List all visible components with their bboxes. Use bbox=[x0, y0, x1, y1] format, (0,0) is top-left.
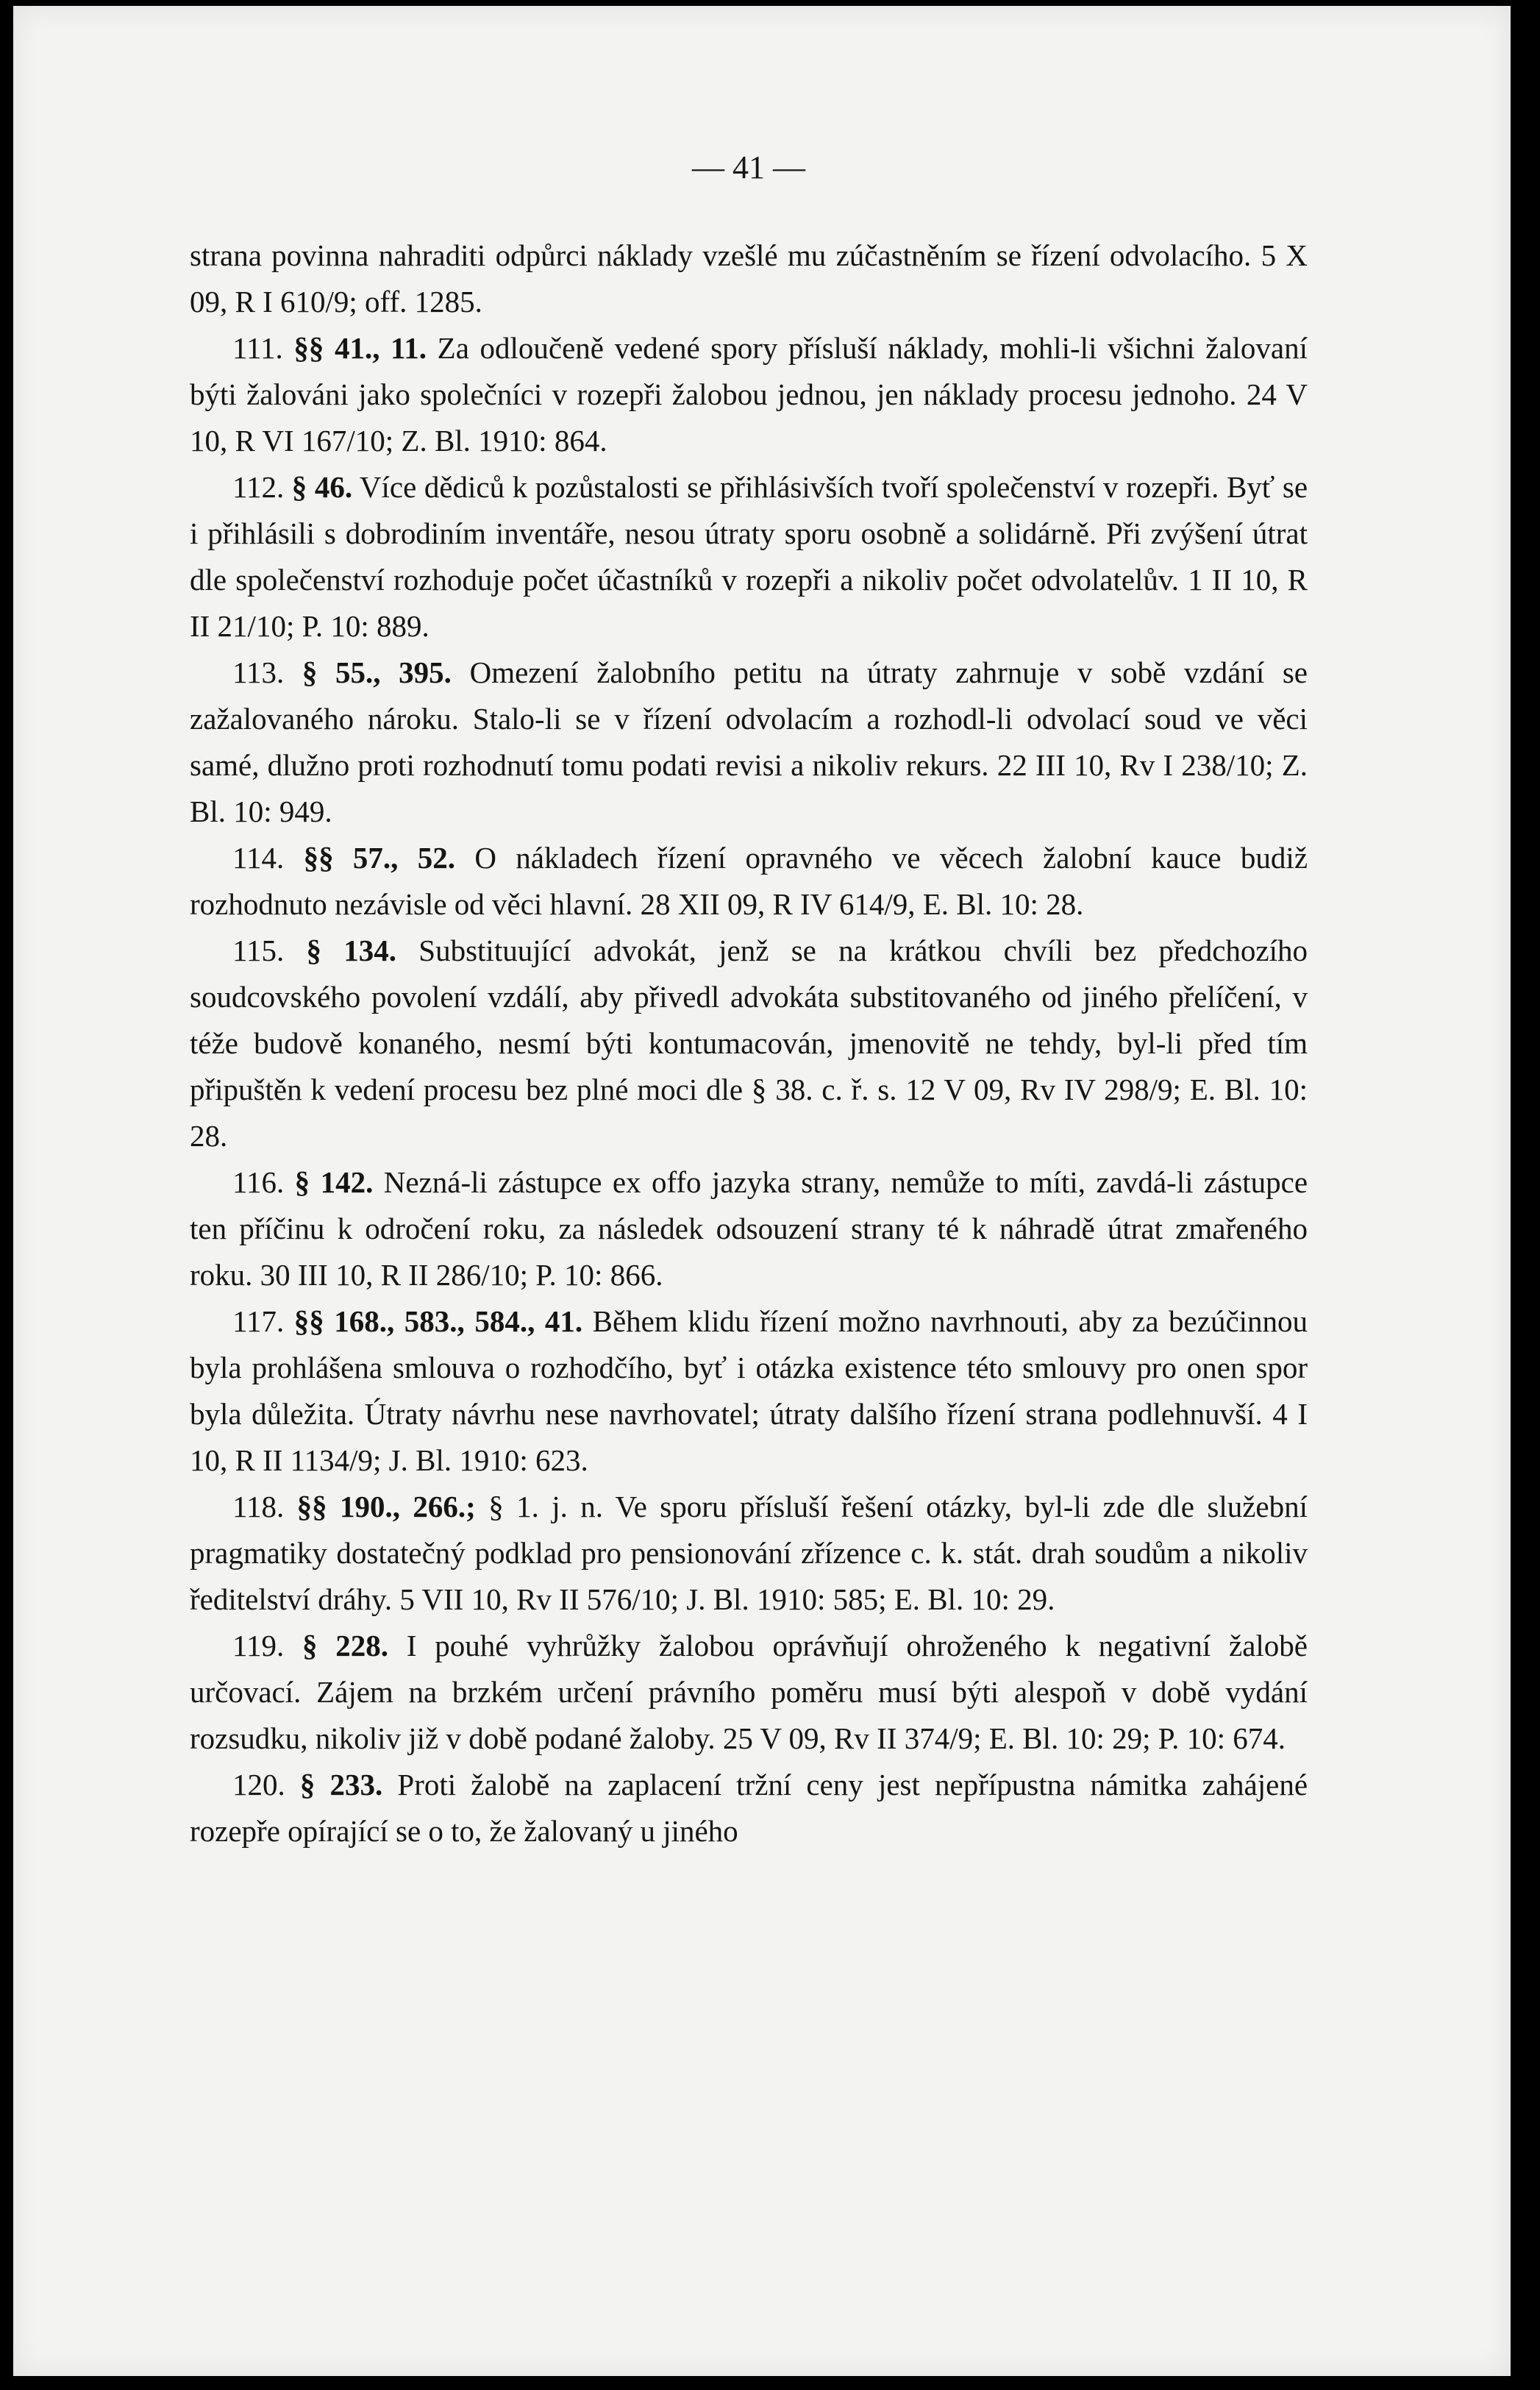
page-content bbox=[190, 146, 1308, 1854]
entry-number: 118. bbox=[232, 1490, 285, 1523]
page-number: — 41 — bbox=[692, 149, 805, 185]
entry-118 bbox=[190, 1484, 1308, 1623]
entry-reference: § 228. bbox=[302, 1629, 389, 1662]
entry-116 bbox=[190, 1159, 1308, 1298]
entry-113 bbox=[190, 650, 1308, 835]
entry-reference: § 142. bbox=[294, 1165, 374, 1199]
entry-text: I pouhé vyhrůžky žalobou oprávňují ohroženého k negativní žalobě určovací. Zájem na brzkém určení právního poměru musí býti alespoň v době vydání rozsudku, nikoliv již v době podané žaloby. 25 V 09, Rv II 374/9; E. Bl. 10: 29; P. 10: 674. bbox=[190, 1629, 1308, 1755]
entry-reference: § 46. bbox=[291, 470, 353, 504]
entry-text: Proti žalobě na zaplacení tržní ceny jest nepřípustna námitka zahájené rozepře opírající se o to, že žalovaný u jiného bbox=[190, 1768, 1308, 1848]
entry-number: 111. bbox=[232, 331, 283, 365]
entry-text: Během klidu řízení možno navrhnouti, aby za bezúčinnou byla prohlášena smlouva o rozhodčího, byť i otázka existence této smlouvy pro onen spor byla důležita. Útraty návrhu nese navrhovatel; útraty dalšího řízení strana podlehnuvší. 4 I 10, R II 1134/9; J. Bl. 1910: 623. bbox=[190, 1304, 1308, 1477]
entry-reference: § 233. bbox=[299, 1768, 383, 1802]
entry-112 bbox=[190, 464, 1308, 650]
entry-number: 117. bbox=[232, 1304, 285, 1338]
entry-text: Omezení žalobního petitu na útraty zahrnuje v sobě vzdání se zažalovaného nároku. Stalo-li se v řízení odvolacím a rozhodl-li odvolací soud ve věci samé, dlužno proti rozhodnutí tomu podati revisi a nikoliv rekurs. 22 III 10, Rv I 238/10; Z. Bl. 10: 949. bbox=[190, 655, 1308, 828]
entry-111 bbox=[190, 325, 1308, 464]
entry-117 bbox=[190, 1298, 1308, 1484]
entry-text: Nezná-li zástupce ex offo jazyka strany, nemůže to míti, zavdá-li zástupce ten příčinu k odročení roku, za následek odsouzení strany té k náhradě útrat zmařeného roku. 30 III 10, R II 286/10; P. 10: 866. bbox=[190, 1165, 1308, 1292]
entry-number: 115. bbox=[232, 933, 285, 967]
entry-reference: §§ 168., 583., 584., 41. bbox=[293, 1304, 583, 1338]
entry-number: 116. bbox=[232, 1165, 285, 1199]
entry-120 bbox=[190, 1762, 1308, 1854]
entry-reference: § 134. bbox=[306, 933, 397, 967]
entry-reference: § 55., 395. bbox=[302, 655, 452, 689]
entry-number: 112. bbox=[232, 470, 285, 504]
entry-number: 114. bbox=[232, 841, 285, 875]
intro-paragraph bbox=[190, 232, 1308, 325]
entry-number: 113. bbox=[232, 655, 285, 689]
entry-reference: §§ 41., 11. bbox=[293, 331, 427, 365]
entry-114 bbox=[190, 835, 1308, 928]
entry-text: § 1. j. n. Ve sporu přísluší řešení otázky, byl-li zde dle služební pragmatiky dostatečný podklad pro pensionování zřízence c. k. stát. drah soudům a nikoliv ředitelství dráhy. 5 VII 10, Rv II 576/10; J. Bl. 1910: 585; E. Bl. 10: 29. bbox=[190, 1490, 1308, 1616]
entry-text: O nákladech řízení opravného ve věcech žalobní kauce budiž rozhodnuto nezávisle od věci hlavní. 28 XII 09, R IV 614/9, E. Bl. 10: 28. bbox=[190, 841, 1308, 921]
entry-reference: §§ 190., 266.; bbox=[296, 1490, 476, 1523]
entry-number: 120. bbox=[232, 1768, 285, 1802]
entry-115 bbox=[190, 928, 1308, 1159]
intro-text: strana povinna nahraditi odpůrci náklady vzešlé mu zúčastněním se řízení odvolacího. 5 X 09, R I 610/9; off. 1285. bbox=[190, 238, 1308, 319]
entry-text: Více dědiců k pozůstalosti se přihlásivších tvoří společenství v rozepři. Byť se i přihlásili s dobrodiním inventáře, nesou útraty sporu osobně a solidárně. Při zvýšení útrat dle společenství rozhoduje počet účastníků v rozepři a nikoliv počet odvolatelův. 1 II 10, R II 21/10; P. 10: 889. bbox=[190, 470, 1308, 643]
entry-number: 119. bbox=[232, 1629, 285, 1662]
entry-119 bbox=[190, 1623, 1308, 1762]
entry-reference: §§ 57., 52. bbox=[303, 841, 455, 875]
scanned-page bbox=[13, 6, 1511, 2376]
entry-text: Substituující advokát, jenž se na krátkou chvíli bez předchozího soudcovského povolení vzdálí, aby přivedl advokáta substitovaného od jiného přelíčení, v téže budově konaného, nesmí býti kontumacován, jmenovitě ne tehdy, byl-li před tím připuštěn k vedení procesu bez plné moci dle § 38. c. ř. s. 12 V 09, Rv IV 298/9; E. Bl. 10: 28. bbox=[190, 933, 1308, 1153]
entry-text: Za odloučeně vedené spory přísluší náklady, mohli-li všichni žalovaní býti žalováni jako společníci v rozepři žalobou jednou, jen náklady procesu jednoho. 24 V 10, R VI 167/10; Z. Bl. 1910: 864. bbox=[190, 331, 1308, 458]
